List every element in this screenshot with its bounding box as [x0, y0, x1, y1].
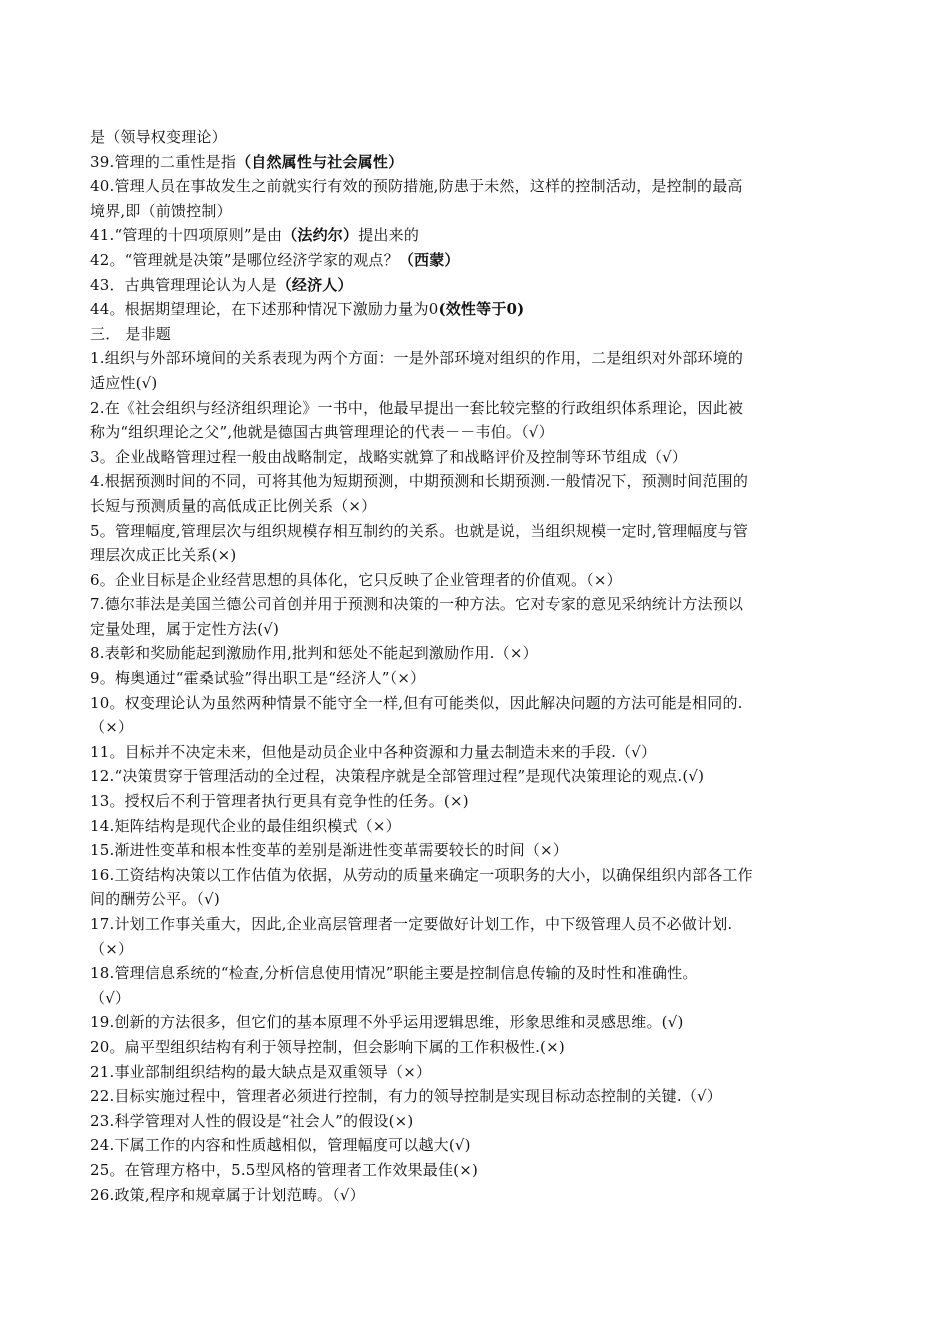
text-line [90, 322, 865, 347]
text-line [90, 420, 865, 445]
line-text: （×） [90, 718, 134, 737]
line-text: 境界,即（前馈控制） [90, 201, 232, 220]
line-text: 9。梅奥通过“霍桑试验”得出职工是“经济人”（×） [90, 669, 426, 688]
text-line [90, 863, 865, 888]
line-text: 21.事业部制组织结构的最大缺点是双重领导（×） [90, 1062, 432, 1081]
answer-text: （法约尔） [282, 226, 359, 245]
line-text: 提出来的 [358, 226, 420, 245]
text-line [90, 666, 865, 691]
document-body [90, 125, 865, 1207]
text-line [90, 445, 865, 470]
line-text: 24.下属工作的内容和性质越相似，管理幅度可以越大(√) [90, 1136, 471, 1155]
line-text: 16.工资结构决策以工作估值为依据，从劳动的质量来确定一项职务的大小，以确保组织内部各工作 [90, 865, 753, 884]
text-line [90, 568, 865, 593]
text-line [90, 617, 865, 642]
text-line [90, 1084, 865, 1109]
text-line [90, 1183, 865, 1208]
line-text: 23.科学管理对人性的假设是“社会人”的假设(×) [90, 1111, 414, 1130]
line-text: 称为“组织理论之父”,他就是德国古典管理理论的代表－－韦伯。（√） [90, 423, 554, 442]
text-line [90, 199, 865, 224]
text-line [90, 519, 865, 544]
line-text: 5。管理幅度,管理层次与组织规模存相互制约的关系。也就是说，当组织规模一定时,管理幅度与管 [90, 521, 749, 540]
line-text: 20。扁平型组织结构有利于领导控制，但会影响下属的工作积极性.(×) [90, 1037, 565, 1056]
line-text: 6。企业目标是企业经营思想的具体化，它只反映了企业管理者的价值观。（×） [90, 570, 622, 589]
line-text: 4.根据预测时间的不同，可将其他为短期预测，中期预测和长期预测.一般情况下，预测时间范围的 [90, 472, 749, 491]
text-line [90, 469, 865, 494]
line-text: 是（领导权变理论） [90, 128, 227, 146]
text-line [90, 740, 865, 765]
text-line [90, 764, 865, 789]
text-line [90, 1158, 865, 1183]
text-line [90, 223, 865, 248]
line-text: 41.“管理的十四项原则”是由 [90, 226, 283, 245]
text-line [90, 150, 865, 175]
text-line [90, 371, 865, 396]
line-text: 定量处理，属于定性方法(√) [90, 619, 280, 638]
line-text: 12.“决策贯穿于管理活动的全过程，决策程序就是全部管理过程”是现代决策理论的观点.(√) [90, 767, 705, 786]
text-line [90, 125, 865, 150]
text-line [90, 174, 865, 199]
line-text: 8.表彰和奖励能起到激励作用,批判和惩处不能起到激励作用.（×） [90, 644, 538, 663]
text-line [90, 715, 865, 740]
text-line [90, 248, 865, 273]
line-text: 26.政策,程序和规章属于计划范畴。（√） [90, 1185, 365, 1204]
text-line [90, 641, 865, 666]
line-text: 11。目标并不决定未来，但他是动员企业中各种资源和力量去制造未来的手段.（√） [90, 742, 657, 761]
text-line [90, 789, 865, 814]
line-text: 22.目标实施过程中，管理者必须进行控制，有力的领导控制是实现目标动态控制的关键.（√） [90, 1087, 722, 1106]
text-line [90, 592, 865, 617]
line-text: 3。企业战略管理过程一般由战略制定，战略实就算了和战略评价及控制等环节组成（√） [90, 447, 688, 466]
line-text: （√） [90, 988, 131, 1007]
line-text: 1.组织与外部环境间的关系表现为两个方面：一是外部环境对组织的作用，二是组织对外部环境的 [90, 349, 744, 368]
line-text: 40.管理人员在事故发生之前就实行有效的预防措施,防患于未然，这样的控制活动，是控制的最高 [90, 177, 743, 196]
answer-text: （经济人） [276, 275, 353, 294]
text-line [90, 814, 865, 839]
answer-text: （自然属性与社会属性） [236, 152, 404, 171]
text-line [90, 1060, 865, 1085]
line-text: 理层次成正比关系(×) [90, 546, 237, 565]
text-line [90, 887, 865, 912]
line-text: 7.德尔菲法是美国兰德公司首创并用于预测和决策的一种方法。它对专家的意见采纳统计方法预以 [90, 595, 744, 614]
text-line [90, 396, 865, 421]
line-text: （×） [90, 939, 134, 958]
line-text: 适应性(√) [90, 373, 158, 392]
line-text: 25。在管理方格中，5.5型风格的管理者工作效果最佳(×) [90, 1160, 479, 1179]
line-text: 长短与预测质量的高低成正比例关系（×） [90, 496, 377, 515]
text-line [90, 691, 865, 716]
text-line [90, 838, 865, 863]
text-line [90, 961, 865, 986]
text-line [90, 937, 865, 962]
line-text: 17.计划工作事关重大，因此,企业高层管理者一定要做好计划工作，中下级管理人员不必做计划. [90, 915, 733, 933]
line-text: 13。授权后不利于管理者执行更具有竞争性的任务。(×) [90, 792, 469, 811]
text-line [90, 1109, 865, 1134]
line-text: 44。根据期望理论，在下述那种情况下激励力量为0 [90, 300, 439, 319]
text-line [90, 494, 865, 519]
answer-text: (效性等于0) [438, 300, 525, 319]
text-line [90, 346, 865, 371]
line-text: 三． 是非题 [90, 324, 171, 343]
line-text: 19.创新的方法很多，但它们的基本原理不外乎运用逻辑思维，形象思维和灵感思维。(√) [90, 1013, 684, 1032]
text-line [90, 1035, 865, 1060]
line-text: 10。权变理论认为虽然两种情景不能守全一样,但有可能类似，因此解决问题的方法可能是相同的. [90, 693, 743, 712]
line-text: 14.矩阵结构是现代企业的最佳组织模式（×） [90, 816, 401, 835]
text-line [90, 1133, 865, 1158]
line-text: 39.管理的二重性是指 [90, 152, 237, 171]
text-line [90, 1010, 865, 1035]
text-line [90, 912, 865, 937]
line-text: 43．古典管理理论认为人是 [90, 275, 277, 294]
text-line [90, 273, 865, 298]
text-line [90, 986, 865, 1011]
line-text: 间的酬劳公平。（√) [90, 890, 220, 909]
line-text: 42。“管理就是决策”是哪位经济学家的观点？ [90, 250, 399, 269]
answer-text: （西蒙） [398, 250, 460, 269]
line-text: 2.在《社会组织与经济组织理论》一书中，他最早提出一套比较完整的行政组织体系理论，因此被 [90, 398, 744, 417]
text-line [90, 543, 865, 568]
line-text: 15.渐进性变革和根本性变革的差别是渐进性变革需要较长的时间（×） [90, 841, 569, 860]
line-text: 18.管理信息系统的“检查,分析信息使用情况”职能主要是控制信息传输的及时性和准确性。 [90, 964, 698, 983]
text-line [90, 297, 865, 322]
